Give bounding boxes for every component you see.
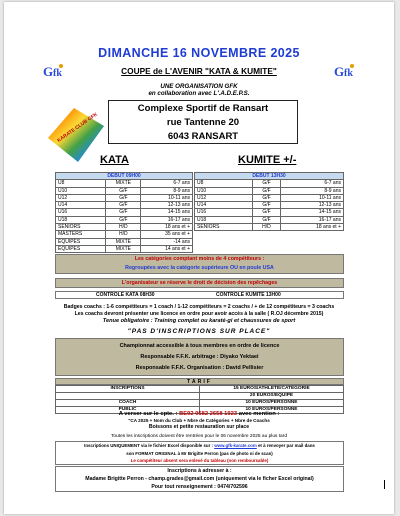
svg-text:G: G xyxy=(43,64,54,79)
kata-type-cell: MIXTE xyxy=(106,180,141,187)
venue-name: Complexe Sportif de Ransart xyxy=(137,103,269,114)
registration-deadline: Toutes les inscriptions doivent être rentrées pour le 06 novembre 2025 au plus tard xyxy=(111,434,287,439)
venue-box xyxy=(108,100,298,144)
kata-type-cell: MIXTE xyxy=(106,238,141,245)
kumite-type-cell: G/F xyxy=(252,194,281,201)
venue-street: rue Tantenne 20 xyxy=(166,117,240,128)
kata-row xyxy=(56,187,193,194)
kumite-category-cell: U18 xyxy=(195,216,253,223)
tarif-value-cell: 20 EUROS/EQUIPE xyxy=(200,393,344,400)
kumite-type-cell: H/D xyxy=(252,224,281,231)
badges-rule: Badges coachs : 1-6 compétiteurs = 1 coach / 1-12 compétiteurs = 2 coachs / + de 12 compétiteurs = 3 coachs xyxy=(63,304,335,310)
tarif-table xyxy=(55,385,344,414)
payment-mention: avec mention : xyxy=(238,411,280,417)
kumite-category-cell: U8 xyxy=(195,180,253,187)
kata-category-cell: U14 xyxy=(56,202,106,209)
control-kumite: CONTROLE KUMITE 13H00 xyxy=(216,292,281,298)
kumite-schedule-table xyxy=(194,172,344,231)
kumite-category-cell: SENIORS xyxy=(195,224,253,231)
kumite-category-cell: U10 xyxy=(195,187,253,194)
organizer-line: UNE ORGANISATION GFK xyxy=(160,83,238,90)
championship-info xyxy=(55,338,344,376)
kata-age-cell: 35 ans et + xyxy=(141,231,193,238)
registration-box xyxy=(55,441,344,465)
tarif-header: TARIF xyxy=(55,378,344,385)
catering-note: Boissons et petite restauration sur place xyxy=(148,424,250,430)
tarif-value-cell: 10 EUROS/PERSONNE xyxy=(200,407,344,414)
kumite-age-cell: 12-13 ans xyxy=(281,202,344,209)
event-date: DIMANCHE 16 NOVEMBRE 2025 xyxy=(98,46,300,60)
svg-text:fk: fk xyxy=(53,68,62,79)
registration-method-text: Inscriptions UNIQUEMENT via le fichier Excel disponible sur : xyxy=(84,443,213,448)
kata-type-cell: G/F xyxy=(106,216,141,223)
kata-age-cell: -14 ans xyxy=(141,238,193,245)
kata-type-cell: H/D xyxy=(106,231,141,238)
kumite-row xyxy=(195,180,344,187)
tarif-row xyxy=(56,393,344,400)
kata-age-cell: 16-17 ans xyxy=(141,216,193,223)
kata-row xyxy=(56,245,193,252)
kata-row xyxy=(56,224,193,231)
kata-category-cell: U12 xyxy=(56,194,106,201)
kumite-start-header: DEBUT 13H30 xyxy=(195,173,344,180)
kumite-category-cell: U12 xyxy=(195,194,253,201)
kata-type-cell: G/F xyxy=(106,194,141,201)
collaboration-line: en collaboration avec L'.A.D.E.P.S. xyxy=(148,90,250,97)
text-cursor xyxy=(384,480,385,489)
bank-account: BE92 0682 2658 1923 xyxy=(179,411,238,417)
kumite-type-cell: G/F xyxy=(252,202,281,209)
kata-row xyxy=(56,202,193,209)
kata-row xyxy=(56,216,193,223)
svg-text:G: G xyxy=(334,64,345,79)
kata-row xyxy=(56,180,193,187)
no-onsite-registration: "PAS D'INSCRIPTIONS SUR PLACE" xyxy=(127,328,271,335)
control-kata: CONTROLE KATA 08H30 xyxy=(96,292,155,298)
kata-category-cell: U8 xyxy=(56,180,106,187)
kata-category-cell: EQUIPES xyxy=(56,238,106,245)
contact-title: Inscriptions à adresser à : xyxy=(167,468,232,474)
kata-age-cell: 8-9 ans xyxy=(141,187,193,194)
venue-city: 6043 RANSART xyxy=(167,131,239,142)
kata-row xyxy=(56,209,193,216)
kumite-age-cell: 14-15 ans xyxy=(281,209,344,216)
kumite-age-cell: 10-11 ans xyxy=(281,194,344,201)
kumite-type-cell: G/F xyxy=(252,216,281,223)
registration-method xyxy=(56,442,343,450)
registration-format: son FORMAT ORIGINAL à Mr Brigitte Perron (pas de photo ni de scan) xyxy=(126,450,273,456)
kata-row xyxy=(56,238,193,245)
kata-type-cell: H/D xyxy=(106,224,141,231)
kata-category-cell: EQUIPES xyxy=(56,245,106,252)
payment-communication: "CA 2025 + Nom du Club + Nbre de Catégories + Nbre de Coachs xyxy=(128,418,270,423)
dress-code: Tenue obligatoire : Training complet ou karaté-gi et chaussures de sport xyxy=(102,318,296,324)
kumite-row xyxy=(195,187,344,194)
registration-method-text2: et à renvoyer par mail dans xyxy=(257,443,315,448)
kata-title: KATA xyxy=(100,154,129,166)
kumite-row xyxy=(195,224,344,231)
document-page xyxy=(4,2,394,514)
kumite-age-cell: 18 ans et + xyxy=(281,224,344,231)
contact-phone: Pour tout renseignement : 0474/702596 xyxy=(151,484,248,490)
kumite-row xyxy=(195,209,344,216)
kumite-age-cell: 6-7 ans xyxy=(281,180,344,187)
kata-category-cell: U10 xyxy=(56,187,106,194)
kumite-type-cell: G/F xyxy=(252,187,281,194)
kata-start-header: DEBUT 09H00 xyxy=(56,173,193,180)
kata-age-cell: 14 ans et + xyxy=(141,245,193,252)
tarif-value-cell: 10 EUROS/PERSONNE xyxy=(200,400,344,407)
kata-row xyxy=(56,231,193,238)
kata-age-cell: 10-11 ans xyxy=(141,194,193,201)
kumite-category-cell: U16 xyxy=(195,209,253,216)
tarif-label-cell: PUBLIC xyxy=(56,407,200,414)
kata-category-cell: U18 xyxy=(56,216,106,223)
kata-age-cell: 14-15 ans xyxy=(141,209,193,216)
kumite-row xyxy=(195,216,344,223)
kumite-age-cell: 16-17 ans xyxy=(281,216,344,223)
event-title: COUPE de L'AVENIR "KATA & KUMITE" xyxy=(121,66,277,76)
contact-box xyxy=(55,466,344,492)
absent-competitor-note: Le compétiteur absent sera enlevé du tableau (non remboursable) xyxy=(130,458,269,464)
organizer-notice: L'organisateur se réserve le droit de décision des repêchages xyxy=(55,278,344,288)
kata-age-cell: 6-7 ans xyxy=(141,180,193,187)
tarif-row xyxy=(56,386,344,393)
contact-email: Madame Brigitte Perron - champ.grades@gmail.com (uniquement via le ficher Excel original) xyxy=(85,476,314,482)
category-notice xyxy=(55,254,344,274)
kata-row xyxy=(56,194,193,201)
kata-type-cell: G/F xyxy=(106,187,141,194)
kumite-type-cell: G/F xyxy=(252,180,281,187)
kata-category-cell: MASTERS xyxy=(56,231,106,238)
tarif-label-cell xyxy=(56,393,200,400)
kumite-row xyxy=(195,202,344,209)
referee-manager: Responsable F.F.K. arbitrage : Diyako Yektaei xyxy=(140,354,259,360)
kata-category-cell: U16 xyxy=(56,209,106,216)
rainbow-badge-image xyxy=(44,104,108,166)
category-notice-line1: Les catégories comptant moins de 4 compétiteurs : xyxy=(134,256,265,262)
kumite-title: KUMITE +/- xyxy=(238,154,297,166)
organization-manager: Responsable F.F.K. Organisation : David Pellisier xyxy=(135,365,264,371)
control-times xyxy=(55,291,344,299)
tarif-label-cell: INSCRIPTIONS xyxy=(56,386,200,393)
kata-type-cell: G/F xyxy=(106,202,141,209)
kata-type-cell: G/F xyxy=(106,209,141,216)
kata-age-cell: 18 ans et + xyxy=(141,224,193,231)
payment-prefix: A verser sur le cpte. : xyxy=(118,411,178,417)
kumite-age-cell: 8-9 ans xyxy=(281,187,344,194)
kumite-category-cell: U14 xyxy=(195,202,253,209)
payment-line xyxy=(4,411,394,417)
tarif-value-cell: 15 EUROS/ATHLETE/CATEGORIE xyxy=(200,386,344,393)
tarif-row xyxy=(56,400,344,407)
website-link[interactable]: www.gfk-karate.com xyxy=(214,443,257,448)
coach-license-rule: Les coachs devront présenter une licence en ordre pour avoir accès à la salle ( R.OJ décembre 2015) xyxy=(74,311,324,317)
kumite-row xyxy=(195,194,344,201)
svg-text:fk: fk xyxy=(344,68,353,79)
championship-access: Championnat accessible à tous membres en ordre de licence xyxy=(119,343,280,349)
badge-text: KARATE CLUB GFK xyxy=(56,111,99,144)
kata-schedule-table xyxy=(55,172,193,253)
tarif-label-cell: COACH xyxy=(56,400,200,407)
kata-type-cell: MIXTE xyxy=(106,245,141,252)
category-notice-line2: Regroupées avec la catégorie supérieure OU en poule USA xyxy=(125,265,274,271)
kumite-type-cell: G/F xyxy=(252,209,281,216)
kata-age-cell: 12-13 ans xyxy=(141,202,193,209)
kata-category-cell: SENIORS xyxy=(56,224,106,231)
